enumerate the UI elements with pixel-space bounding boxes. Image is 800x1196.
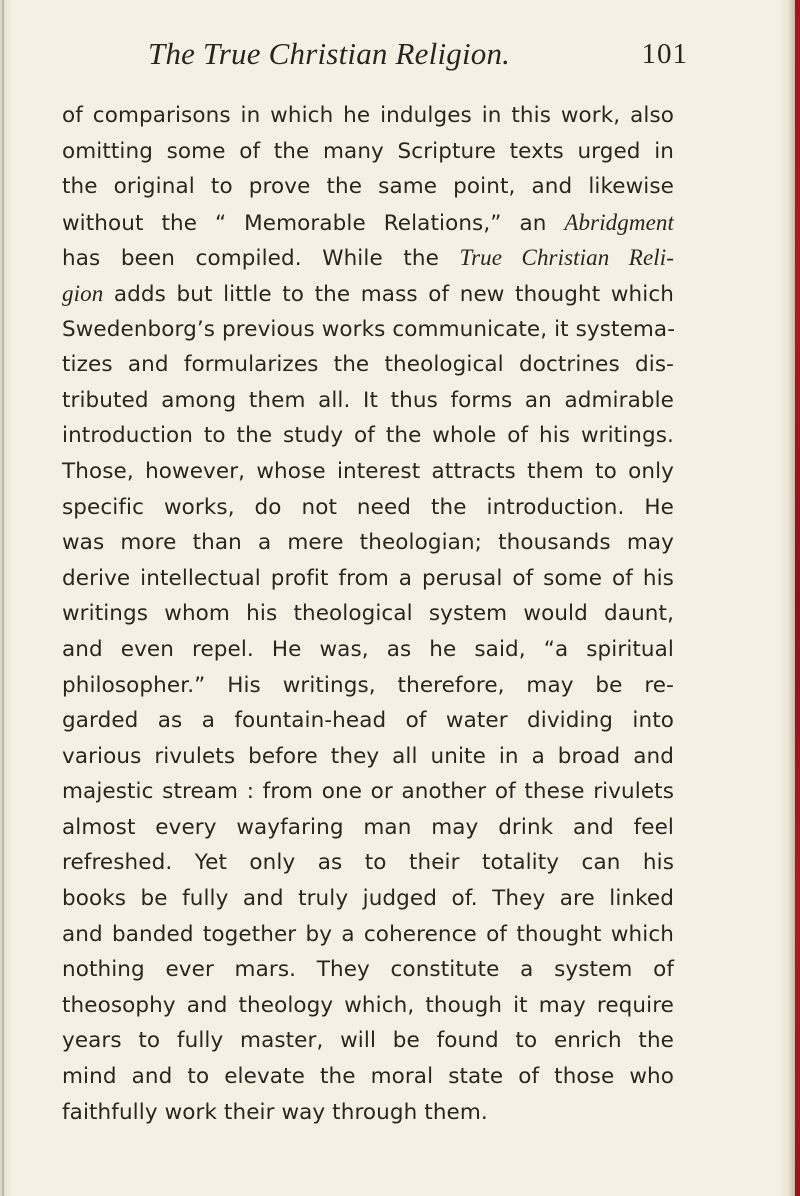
page-gutter bbox=[2, 0, 4, 1196]
text-line: gion adds but little to the mass of new thought which bbox=[62, 280, 674, 307]
text-line: has been compiled. While the True Christian Reli- bbox=[62, 245, 674, 272]
text-line: refreshed. Yet only as to their totality can his bbox=[62, 850, 674, 876]
text-line: and even repel. He was, as he said, “a spiritual bbox=[62, 636, 674, 662]
running-title: The True Christian Religion. bbox=[148, 36, 511, 71]
text-line: without the “ Memorable Relations,” an Abridgment bbox=[62, 209, 674, 236]
book-edge bbox=[795, 0, 800, 1196]
text-line: Swedenborg’s previous works communicate, it systema- bbox=[62, 316, 676, 342]
text-line: tributed among them all. It thus forms an admirable bbox=[62, 387, 674, 413]
text-line: was more than a mere theologian; thousands may bbox=[62, 530, 674, 556]
italic-title-true-christian-religion: True Christian Reli- bbox=[459, 245, 674, 271]
text-line: and banded together by a coherence of thought which bbox=[62, 921, 674, 947]
text-line: the original to prove the same point, and likewise bbox=[62, 174, 674, 200]
text-line: introduction to the study of the whole of his writings. bbox=[62, 423, 674, 449]
text-line: of comparisons in which he indulges in this work, also bbox=[62, 103, 674, 128]
text-line: theosophy and theology which, though it may require bbox=[62, 992, 674, 1018]
text-line: mind and to elevate the moral state of those who bbox=[62, 1064, 674, 1090]
text-line: philosopher.” His writings, therefore, may be re- bbox=[62, 672, 674, 698]
text-line: specific works, do not need the introduction. He bbox=[62, 494, 674, 520]
text-line: writings whom his theological system would daunt, bbox=[62, 601, 674, 627]
body-text bbox=[62, 98, 674, 1130]
text-line: tizes and formularizes the theological doctrines dis- bbox=[62, 352, 674, 378]
page-header bbox=[148, 36, 688, 76]
italic-title-abridgment: Abridgment bbox=[564, 209, 674, 235]
text-line: various rivulets before they all unite in a broad and bbox=[62, 743, 674, 769]
text-line: garded as a fountain-head of water dividing into bbox=[62, 708, 674, 734]
page-number: 101 bbox=[641, 38, 688, 70]
text-line: faithfully work their way through them. bbox=[62, 1099, 488, 1125]
text-line: Those, however, whose interest attracts them to only bbox=[62, 458, 674, 484]
text-line: derive intellectual profit from a perusal of some of his bbox=[62, 565, 674, 591]
text-line: majestic stream : from one or another of these rivulets bbox=[62, 779, 674, 805]
text-line: years to fully master, will be found to enrich the bbox=[62, 1028, 674, 1054]
text-line: omitting some of the many Scripture texts urged in bbox=[62, 138, 674, 164]
text-line: almost every wayfaring man may drink and feel bbox=[62, 814, 674, 840]
text-line: nothing ever mars. They constitute a system of bbox=[62, 957, 674, 983]
italic-title-gion: gion bbox=[62, 280, 104, 306]
text-line: books be fully and truly judged of. They are linked bbox=[62, 886, 674, 912]
